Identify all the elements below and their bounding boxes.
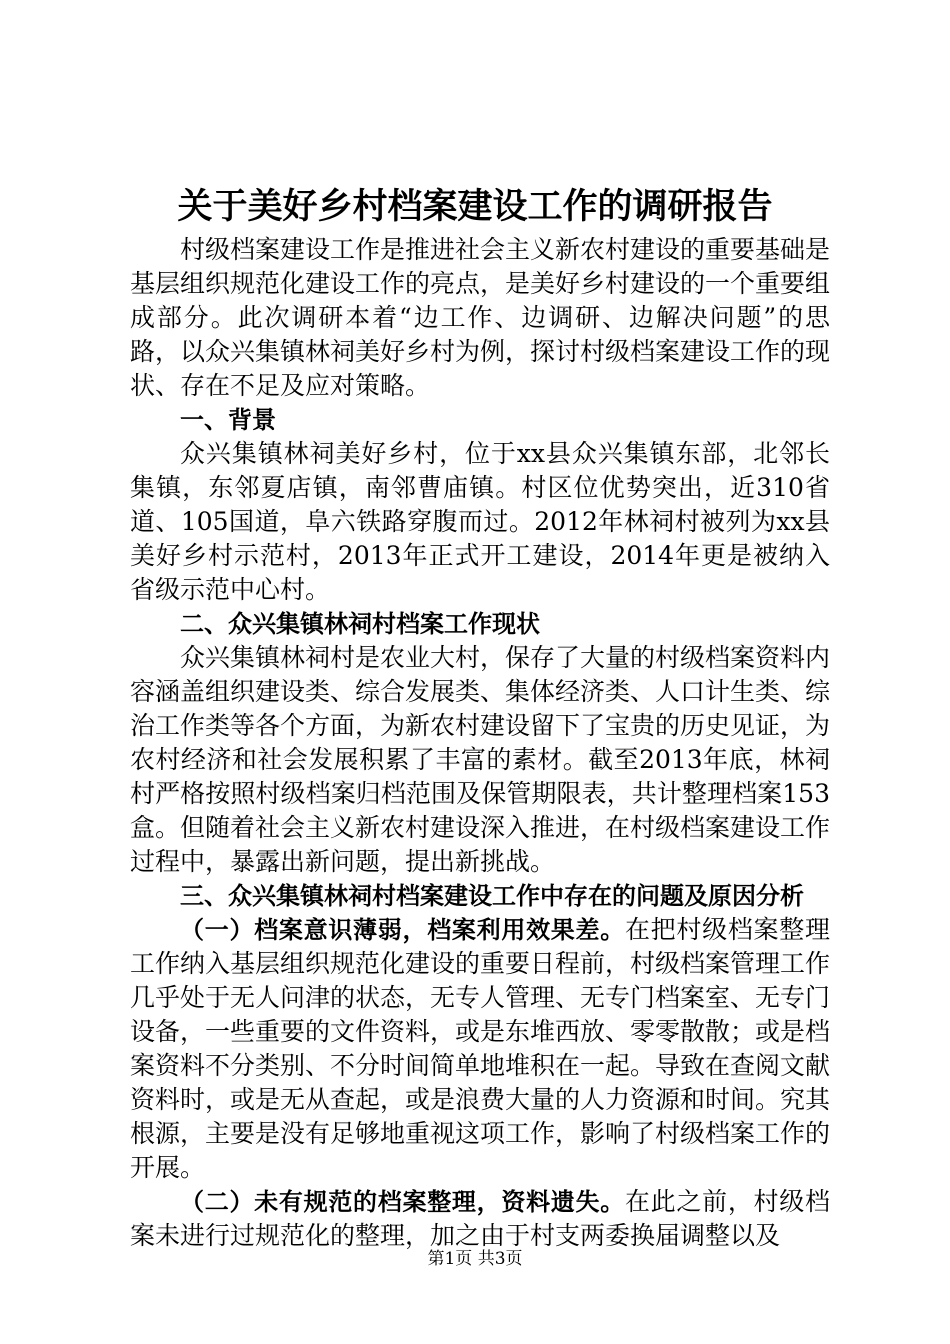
problem-1-lead: （一）档案意识薄弱，档案利用效果差。 <box>180 916 625 944</box>
document-body <box>130 233 830 1253</box>
problem-paragraph-2 <box>130 1185 830 1253</box>
section-heading-current-status: 二、众兴集镇林祠村档案工作现状 <box>180 610 540 638</box>
problem-2-lead: （二）未有规范的档案整理，资料遗失。 <box>180 1188 625 1216</box>
document-title: 关于美好乡村档案建设工作的调研报告 <box>177 187 773 227</box>
background-paragraph: 众兴集镇林祠美好乡村，位于xx县众兴集镇东部，北邻长集镇，东邻夏店镇，南邻曹庙镇。村区位优势突出，近310省道、105国道，阜六铁路穿腹而过。2012年林祠村被列为xx县美好乡村示范村，2013年正式开工建设，2014年更是被纳入省级示范中心村。 <box>130 439 830 604</box>
page-footer: 第1页 共3页 <box>427 1249 523 1269</box>
section-heading-background: 一、背景 <box>180 406 276 434</box>
problem-1-text: 在把村级档案整理工作纳入基层组织规范化建设的重要日程前，村级档案管理工作几乎处于无人问津的状态，无专人管理、无专门档案室、无专门设备，一些重要的文件资料，或是东堆西放、零零散散；或是档案资料不分类别、不分时间简单地堆积在一起。导致在查阅文献资料时，或是无从查起，或是浪费大量的人力资源和时间。究其根源，主要是没有足够地重视这项工作，影响了村级档案工作的开展。 <box>130 915 831 1182</box>
intro-paragraph: 村级档案建设工作是推进社会主义新农村建设的重要基础是基层组织规范化建设工作的亮点，是美好乡村建设的一个重要组成部分。此次调研本着“边工作、边调研、边解决问题”的思路，以众兴集镇林祠美好乡村为例，探讨村级档案建设工作的现状、存在不足及应对策略。 <box>130 235 831 400</box>
section-heading-problems: 三、众兴集镇林祠村档案建设工作中存在的问题及原因分析 <box>180 882 804 910</box>
current-status-paragraph: 众兴集镇林祠村是农业大村，保存了大量的村级档案资料内容涵盖组织建设类、综合发展类、集体经济类、人口计生类、综治工作类等各个方面，为新农村建设留下了宝贵的历史见证，为农村经济和社会发展积累了丰富的素材。截至2013年底，林祠村严格按照村级档案归档范围及保管期限表，共计整理档案153盒。但随着社会主义新农村建设深入推进，在村级档案建设工作过程中，暴露出新问题，提出新挑战。 <box>130 643 831 876</box>
problem-2-text: 在此之前，村级档案未进行过规范化的整理，加之由于村支两委换届调整以及 <box>130 1187 830 1250</box>
problem-paragraph-1 <box>130 913 830 1185</box>
